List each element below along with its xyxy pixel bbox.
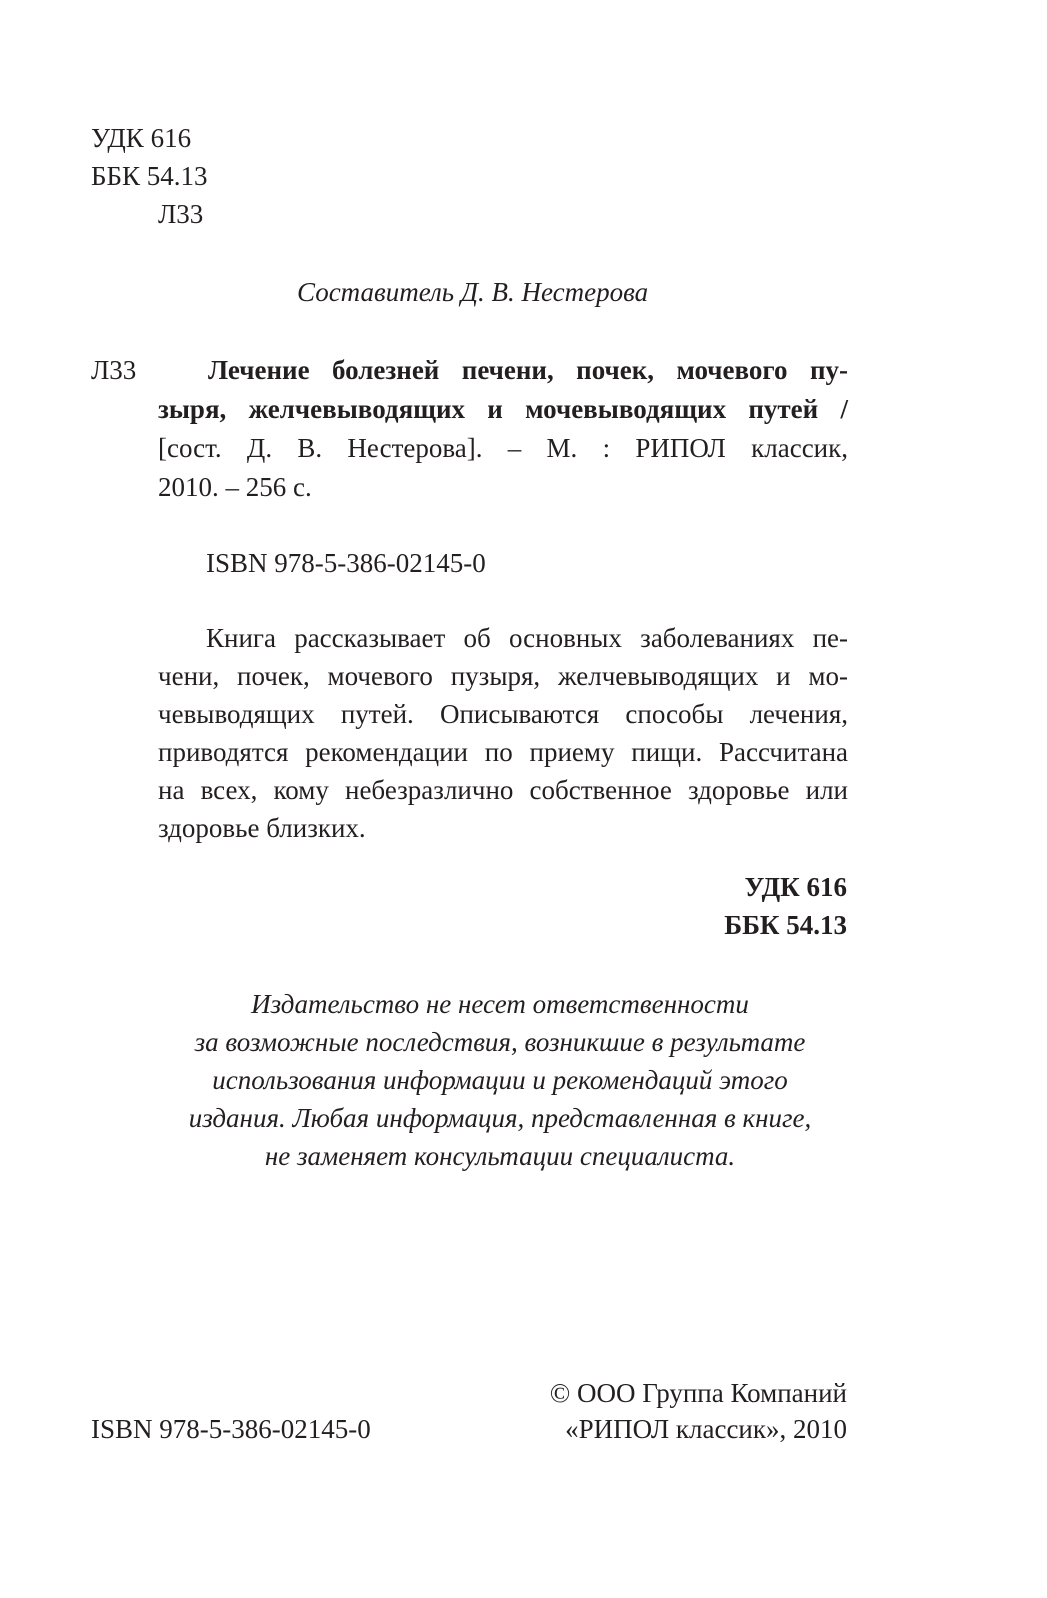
annotation-line: на всех, кому небезразлично собственное здоровье или [158, 775, 848, 805]
entry-imprint-line: [сост. Д. В. Нестерова]. – М. : РИПОЛ классик, [158, 433, 848, 463]
compiler-credit: Составитель Д. В. Нестерова [297, 277, 649, 307]
annotation-line: здоровье близких. [158, 813, 366, 843]
entry-title-line: зыря, желчевыводящих и мочевыводящих путей / [158, 394, 848, 424]
entry-title-line: Лечение болезней печени, почек, мочевого пу- [208, 355, 848, 385]
disclaimer-line: не заменяет консультации специалиста. [264, 1141, 736, 1171]
isbn-footer: ISBN 978-5-386-02145-0 [91, 1414, 371, 1444]
annotation-line: чевыводящих путей. Описываются способы лечения, [158, 699, 848, 729]
disclaimer-line: за возможные последствия, возникшие в результате [194, 1027, 806, 1057]
author-sign: Л33 [158, 199, 204, 229]
entry-author-sign: Л33 [91, 355, 137, 385]
disclaimer-line: Издательство не несет ответственности [251, 989, 749, 1019]
annotation-line: чени, почек, мочевого пузыря, желчевыводящих и мо- [158, 661, 848, 691]
copyright-line: © ООО Группа Компаний [549, 1378, 847, 1408]
annotation-line: Книга рассказывает об основных заболеваниях пе- [206, 623, 848, 653]
disclaimer-line: использования информации и рекомендаций этого [212, 1065, 788, 1095]
copyright-line: «РИПОЛ классик», 2010 [565, 1414, 847, 1444]
udk-code: УДК 616 [91, 123, 192, 153]
isbn: ISBN 978-5-386-02145-0 [206, 548, 486, 578]
annotation-line: приводятся рекомендации по приему пищи. Рассчитана [158, 737, 848, 767]
entry-imprint-line: 2010. – 256 с. [158, 472, 312, 502]
udk-code-bottom: УДК 616 [744, 872, 847, 902]
bbk-code-bottom: ББК 54.13 [724, 910, 847, 940]
bbk-code: ББК 54.13 [91, 161, 208, 191]
disclaimer-line: издания. Любая информация, представленная в книге, [188, 1103, 812, 1133]
